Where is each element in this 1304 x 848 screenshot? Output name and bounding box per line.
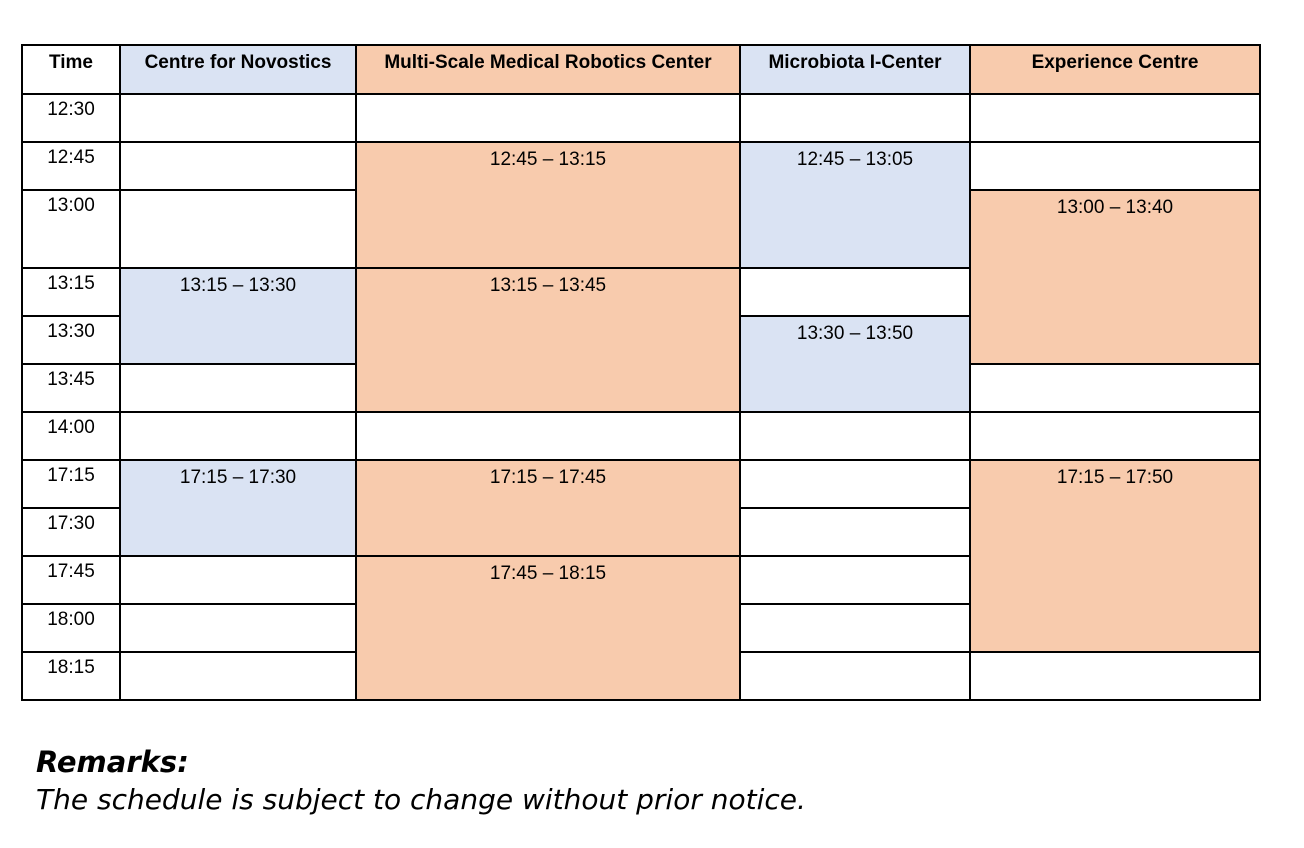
table-row xyxy=(22,412,1260,460)
session-novostics-2: 17:15 – 17:30 xyxy=(120,460,356,556)
table-row xyxy=(22,94,1260,142)
session-novostics-1: 13:15 – 13:30 xyxy=(120,268,356,364)
empty-cell xyxy=(120,142,356,190)
remarks-body: The schedule is subject to change without prior notice. xyxy=(36,783,806,816)
time-cell: 13:45 xyxy=(22,364,120,412)
session-experience-2: 17:15 – 17:50 xyxy=(970,460,1260,652)
session-robotics-1: 12:45 – 13:15 xyxy=(356,142,740,268)
empty-cell xyxy=(120,364,356,412)
time-cell: 14:00 xyxy=(22,412,120,460)
schedule-table xyxy=(21,44,1261,701)
empty-cell xyxy=(740,508,970,556)
empty-cell xyxy=(970,412,1260,460)
remarks-section xyxy=(36,744,806,820)
time-cell: 18:15 xyxy=(22,652,120,700)
empty-cell xyxy=(740,412,970,460)
time-cell: 12:30 xyxy=(22,94,120,142)
session-microbiota-1: 12:45 – 13:05 xyxy=(740,142,970,268)
header-experience: Experience Centre xyxy=(970,45,1260,94)
empty-cell xyxy=(120,190,356,268)
session-robotics-4: 17:45 – 18:15 xyxy=(356,556,740,700)
empty-cell xyxy=(970,652,1260,700)
table-header-row xyxy=(22,45,1260,94)
header-novostics: Centre for Novostics xyxy=(120,45,356,94)
session-robotics-2: 13:15 – 13:45 xyxy=(356,268,740,412)
time-cell: 17:45 xyxy=(22,556,120,604)
time-cell: 13:00 xyxy=(22,190,120,268)
empty-cell xyxy=(970,94,1260,142)
session-robotics-3: 17:15 – 17:45 xyxy=(356,460,740,556)
empty-cell xyxy=(120,94,356,142)
time-cell: 17:15 xyxy=(22,460,120,508)
table-row xyxy=(22,460,1260,508)
header-time: Time xyxy=(22,45,120,94)
session-experience-1: 13:00 – 13:40 xyxy=(970,190,1260,364)
empty-cell xyxy=(970,364,1260,412)
time-cell: 13:15 xyxy=(22,268,120,316)
header-robotics: Multi-Scale Medical Robotics Center xyxy=(356,45,740,94)
empty-cell xyxy=(356,94,740,142)
empty-cell xyxy=(740,460,970,508)
empty-cell xyxy=(970,142,1260,190)
time-cell: 13:30 xyxy=(22,316,120,364)
session-microbiota-2: 13:30 – 13:50 xyxy=(740,316,970,412)
empty-cell xyxy=(120,412,356,460)
empty-cell xyxy=(740,94,970,142)
table-row xyxy=(22,142,1260,190)
empty-cell xyxy=(740,604,970,652)
empty-cell xyxy=(120,556,356,604)
empty-cell xyxy=(740,556,970,604)
empty-cell xyxy=(740,652,970,700)
empty-cell xyxy=(120,604,356,652)
time-cell: 18:00 xyxy=(22,604,120,652)
header-microbiota: Microbiota I-Center xyxy=(740,45,970,94)
time-cell: 12:45 xyxy=(22,142,120,190)
empty-cell xyxy=(740,268,970,316)
empty-cell xyxy=(356,412,740,460)
time-cell: 17:30 xyxy=(22,508,120,556)
empty-cell xyxy=(120,652,356,700)
remarks-title: Remarks: xyxy=(36,745,189,779)
